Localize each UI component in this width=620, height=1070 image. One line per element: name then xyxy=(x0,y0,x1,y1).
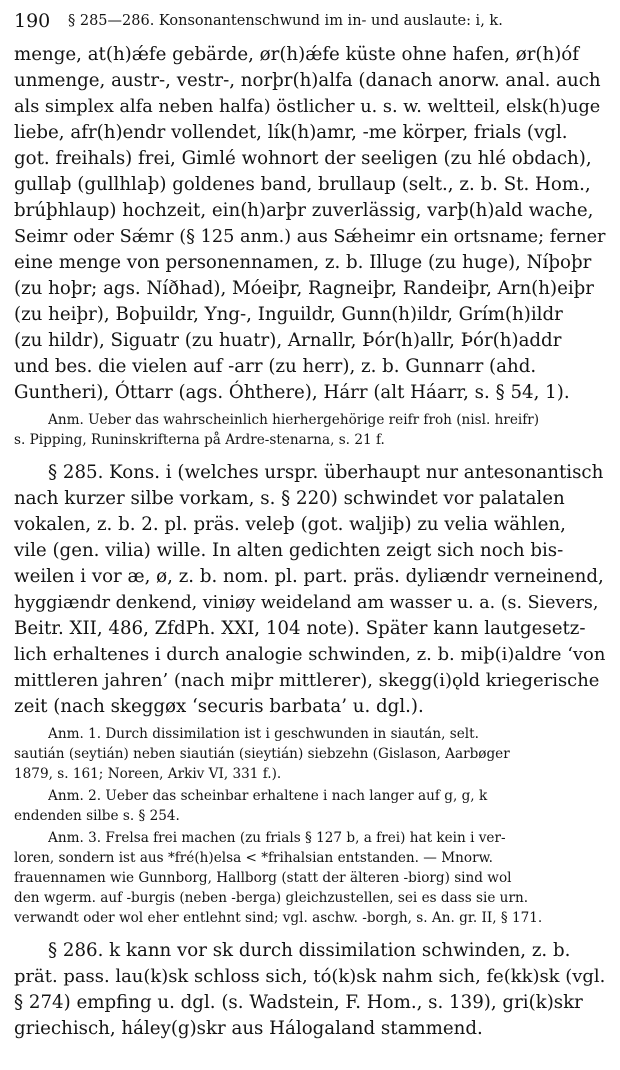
body-line: zeit (nach skeggøx ‘securis barbata’ u. dgl.). xyxy=(14,696,424,717)
body-line: eine menge von personennamen, z. b. Illuge (zu huge), Níþoþr xyxy=(14,252,592,273)
page-header xyxy=(12,8,608,36)
body-line: Beitr. XII, 486, ZfdPh. XXI, 104 note). Später kann lautgesetz- xyxy=(14,618,586,639)
section-286-heading-line: § 286. k kann vor sk durch dissimilation schwinden, z. b. xyxy=(48,940,571,961)
note-line: sautián (seytián) neben siautián (sieytián) siebzehn (Gislason, Aarbøger xyxy=(14,746,510,762)
body-line: lich erhaltenes i durch analogie schwinden, z. b. miþ(i)aldre ‘von xyxy=(14,644,606,665)
body-line: nach kurzer silbe vorkam, s. § 220) schwindet vor palatalen xyxy=(14,488,565,509)
body-line: menge, at(h)ǽfe gebärde, ør(h)ǽfe küste ohne hafen, ør(h)óf xyxy=(14,44,579,65)
body-line: Seimr oder Sǽmr (§ 125 anm.) aus Sǽheimr ein ortsname; ferner xyxy=(14,227,606,247)
body-line: brúþhlaup) hochzeit, ein(h)arþr zuverlässig, varþ(h)ald wache, xyxy=(14,200,594,221)
body-line: (zu hoþr; ags. Níðhad), Móeiþr, Ragneiþr, Randeiþr, Arn(h)eiþr xyxy=(14,278,594,299)
note-line: Anm. Ueber das wahrscheinlich hierhergehörige reifr froh (nisl. hreifr) xyxy=(48,412,540,428)
note-line: Anm. 3. Frelsa frei machen (zu frials § 127 b, a frei) hat kein i ver- xyxy=(48,830,506,846)
note-line: Anm. 2. Ueber das scheinbar erhaltene i nach langer auf g, g, k xyxy=(48,788,488,804)
section-285-heading-line: § 285. Kons. i (welches urspr. überhaupt nur antesonantisch xyxy=(48,462,604,483)
body-line: unmenge, austr-, vestr-, norþr(h)alfa (danach anorw. anal. auch xyxy=(14,70,601,91)
page-number: 190 xyxy=(14,10,51,32)
body-line: (zu hildr), Siguatr (zu huatr), Arnallr, Þór(h)allr, Þór(h)addr xyxy=(14,330,562,351)
body-line: und bes. die vielen auf -arr (zu herr), z. b. Gunnarr (ahd. xyxy=(14,356,537,377)
note-line: verwandt oder wol eher entlehnt sind; vgl. aschw. -borgh, s. An. gr. II, § 171. xyxy=(14,910,543,926)
note-line: frauennamen wie Gunnborg, Hallborg (statt der älteren -biorg) sind wol xyxy=(14,870,512,886)
body-line: prät. pass. lau(k)sk schloss sich, tó(k)sk nahm sich, fe(kk)sk (vgl. xyxy=(14,966,606,987)
body-line: liebe, afr(h)endr vollendet, lík(h)amr, -me körper, frials (vgl. xyxy=(14,122,568,143)
note-line: Anm. 1. Durch dissimilation ist i geschwunden in siaután, selt. xyxy=(48,726,479,742)
body-line: vile (gen. vilia) wille. In alten gedichten zeigt sich noch bis- xyxy=(14,540,564,561)
body-line: weilen i vor æ, ø, z. b. nom. pl. part. präs. dyliændr verneinend, xyxy=(14,566,604,587)
body-line: got. freihals) frei, Gimlé wohnort der seeligen (zu hlé obdach), xyxy=(14,148,592,169)
note-line: s. Pipping, Runinskrifterna på Ardre-stenarna, s. 21 f. xyxy=(14,432,385,448)
body-line: Guntheri), Óttarr (ags. Óhthere), Hárr (alt Háarr, s. § 54, 1). xyxy=(14,382,570,403)
note-line: loren, sondern ist aus *fré(h)elsa < *frihalsian entstanden. — Mnorw. xyxy=(14,850,493,866)
running-title: § 285—286. Konsonantenschwund im in- und auslaute: i, k. xyxy=(68,13,503,29)
note-line: endenden silbe s. § 254. xyxy=(14,808,180,824)
note-line: den wgerm. auf -burgis (neben -berga) gleichzustellen, sei es dass sie urn. xyxy=(14,890,529,906)
body-line: als simplex alfa neben halfa) östlicher u. s. w. weltteil, elsk(h)uge xyxy=(14,97,601,117)
body-line: § 274) empfing u. dgl. (s. Wadstein, F. Hom., s. 139), gri(k)skr xyxy=(14,992,583,1013)
body-line: (zu heiþr), Boþuildr, Yng-, Inguildr, Gunn(h)ildr, Grím(h)ildr xyxy=(14,304,563,325)
body-line: mittleren jahren’ (nach miþr mittlerer), skegg(i)ǫld kriegerische xyxy=(14,670,600,691)
body-line: griechisch, háley(g)skr aus Hálogaland stammend. xyxy=(14,1018,483,1039)
body-line: gullaþ (gullhlaþ) goldenes band, brullaup (selt., z. b. St. Hom., xyxy=(14,174,591,195)
body-line: hyggiændr denkend, viniøy weideland am wasser u. a. (s. Sievers, xyxy=(14,593,599,613)
body-line: vokalen, z. b. 2. pl. präs. veleþ (got. waljiþ) zu velia wählen, xyxy=(14,514,566,535)
note-line: 1879, s. 161; Noreen, Arkiv VI, 331 f.). xyxy=(14,766,282,782)
